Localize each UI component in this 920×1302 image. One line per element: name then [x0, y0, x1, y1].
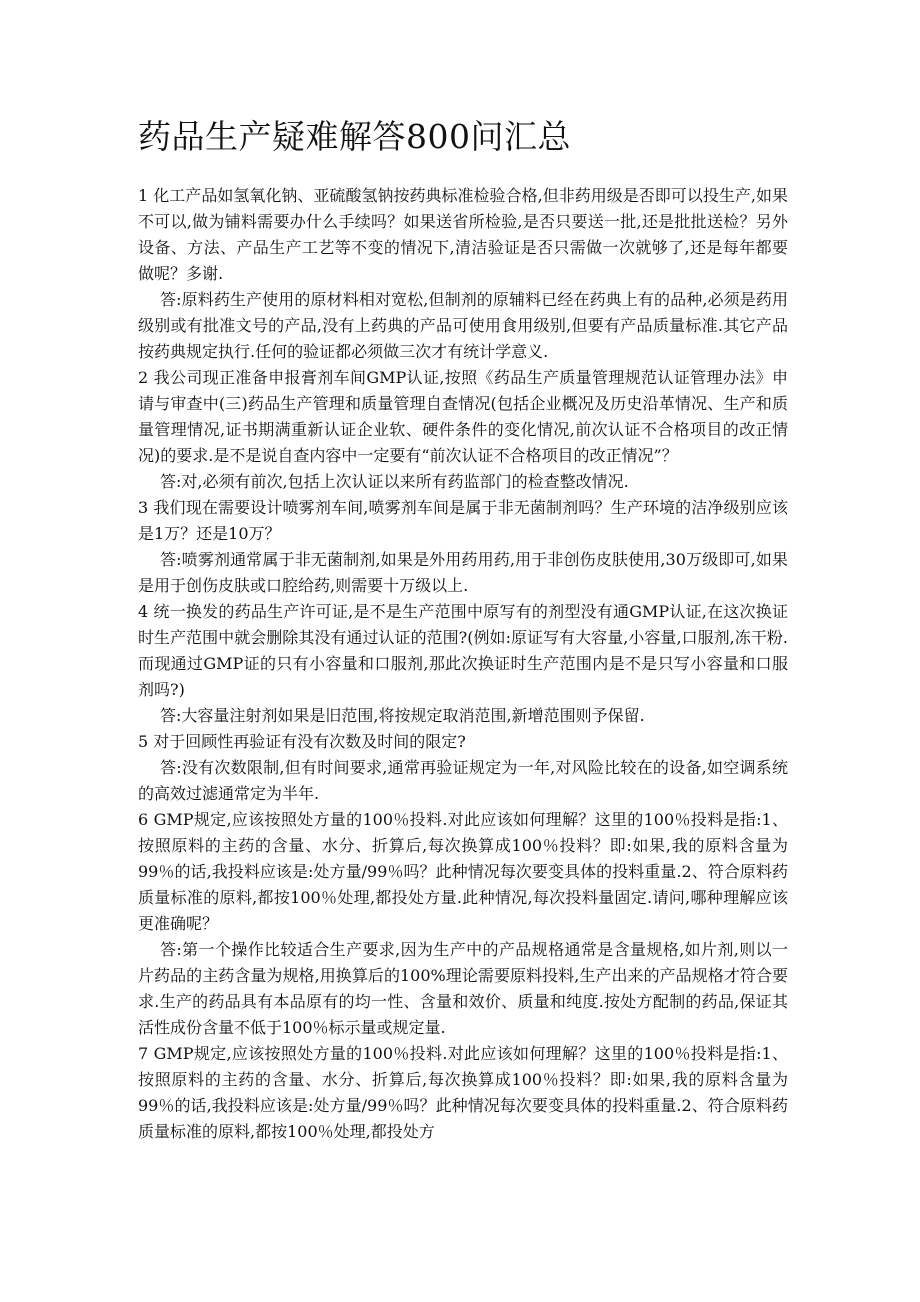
document-body: [138, 183, 788, 1145]
answer-paragraph: 答:没有次数限制,但有时间要求,通常再验证规定为一年,对风险比较在的设备,如空调系统的高效过滤通常定为半年.: [138, 758, 788, 803]
question-paragraph: 3 我们现在需要设计喷雾剂车间,喷雾剂车间是属于非无菌制剂吗？生产环境的洁净级别应该是1万？还是10万？: [138, 498, 788, 543]
question-paragraph: 2 我公司现正准备申报膏剂车间GMP认证,按照《药品生产质量管理规范认证管理办法》申请与审查中(三)药品生产管理和质量管理自查情况(包括企业概况及历史沿革情况、生产和质量管理情况,证书期满重新认证企业软、硬件条件的变化情况,前次认证不合格项目的改正情况)的要求.是不是说自查内容中一定要有“前次认证不合格项目的改正情况”？: [138, 368, 788, 465]
answer-paragraph: 答:第一个操作比较适合生产要求,因为生产中的产品规格通常是含量规格,如片剂,则以一片药品的主药含量为规格,用换算后的100%理论需要原料投料,生产出来的产品规格才符合要求.生产的药品具有本品原有的均一性、含量和效价、质量和纯度.按处方配制的药品,保证其活性成份含量不低于100％标示量或规定量.: [138, 940, 788, 1037]
question-paragraph: 4 统一换发的药品生产许可证,是不是生产范围中原写有的剂型没有通GMP认证,在这次换证时生产范围中就会删除其没有通过认证的范围?(例如:原证写有大容量,小容量,口服剂,冻干粉.而现通过GMP证的只有小容量和口服剂,那此次换证时生产范围内是不是只写小容量和口服剂吗?): [138, 602, 788, 699]
answer-paragraph: 答:原料药生产使用的原材料相对宽松,但制剂的原辅料已经在药典上有的品种,必须是药用级别或有批准文号的产品,没有上药典的产品可使用食用级别,但要有产品质量标准.其它产品按药典规定执行.任何的验证都必须做三次才有统计学意义.: [138, 290, 788, 361]
question-paragraph: 6 GMP规定,应该按照处方量的100％投料.对此应该如何理解？这里的100％投料是指:1、按照原料的主药的含量、水分、折算后,每次换算成100％投料？即:如果,我的原料含量为99％的话,我投料应该是:处方量/99％吗？此种情况每次要变具体的投料重量.2、符合原料药质量标准的原料,都按100％处理,都投处方量.此种情况,每次投料量固定.请问,哪种理解应该更准确呢？: [138, 810, 788, 933]
answer-paragraph: 答:对,必须有前次,包括上次认证以来所有药监部门的检查整改情况.: [160, 472, 629, 491]
question-paragraph: 7 GMP规定,应该按照处方量的100％投料.对此应该如何理解？这里的100％投料是指:1、按照原料的主药的含量、水分、折算后,每次换算成100％投料？即:如果,我的原料含量为99％的话,我投料应该是:处方量/99％吗？此种情况每次要变具体的投料重量.2、符合原料药质量标准的原料,都按100％处理,都投处方: [138, 1044, 788, 1141]
question-paragraph: 5 对于回顾性再验证有没有次数及时间的限定?: [138, 732, 466, 751]
question-paragraph: 1 化工产品如氢氧化钠、亚硫酸氢钠按药典标准检验合格,但非药用级是否即可以投生产,如果不可以,做为铺料需要办什么手续吗？如果送省所检验,是否只要送一批,还是批批送检？另外设备、方法、产品生产工艺等不变的情况下,清洁验证是否只需做一次就够了,还是每年都要做呢？多谢.: [138, 186, 788, 283]
document-title: 药品生产疑难解答800问汇总: [138, 117, 571, 156]
answer-paragraph: 答:喷雾剂通常属于非无菌制剂,如果是外用药用药,用于非创伤皮肤使用,30万级即可,如果是用于创伤皮肤或口腔给药,则需要十万级以上.: [138, 550, 788, 595]
answer-paragraph: 答:大容量注射剂如果是旧范围,将按规定取消范围,新增范围则予保留.: [160, 706, 645, 725]
